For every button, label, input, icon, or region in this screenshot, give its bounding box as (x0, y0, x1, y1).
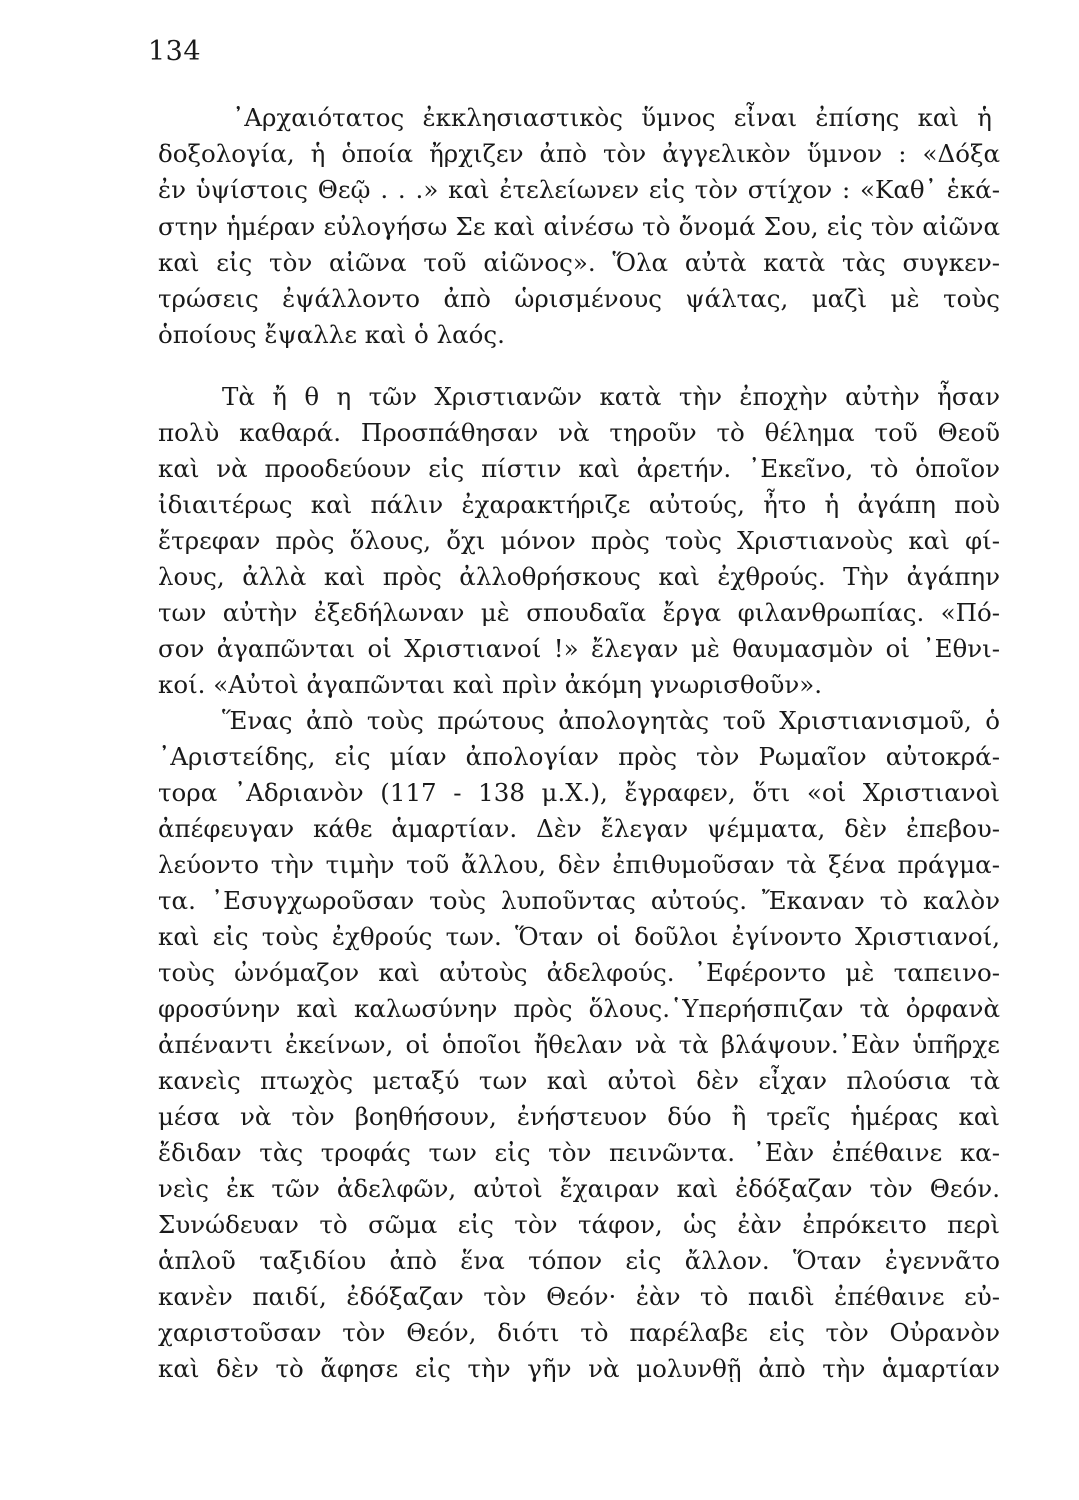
text-line: τορα ᾿Αδριανὸν (117 - 138 μ.Χ.), ἔγραφεν, ὅτι «οἱ Χριστιανοὶ (158, 778, 1000, 807)
text-line: κανεὶς πτωχὸς μεταξύ των καὶ αὐτοὶ δὲν εἶχαν πλούσια τὰ (158, 1066, 1000, 1095)
text-line: ἀπέναντι ἐκείνων, οἱ ὁποῖοι ἤθελαν νὰ τὰ βλάψουν.᾿Εὰν ὑπῆρχε (158, 1030, 1000, 1059)
page-number: 134 (148, 36, 202, 67)
text-line: τρώσεις ἐψάλλοντο ἀπὸ ὡρισμένους ψάλτας, μαζὶ μὲ τοὺς (158, 284, 1000, 313)
text-line: χαριστοῦσαν τὸν Θεόν, διότι τὸ παρέλαβε εἰς τὸν Οὐρανὸν (158, 1318, 1000, 1347)
text-line: ἔδιδαν τὰς τροφάς των εἰς τὸν πεινῶντα. ᾿Εὰν ἐπέθαινε κα- (158, 1138, 1000, 1167)
text-line: Συνώδευαν τὸ σῶμα εἰς τὸν τάφον, ὡς ἐὰν ἐπρόκειτο περὶ (158, 1210, 1000, 1239)
text-line: καὶ εἰς τὸν αἰῶνα τοῦ αἰῶνος». Ὅλα αὐτὰ κατὰ τὰς συγκεν- (158, 248, 1000, 277)
text-line: ἰδιαιτέρως καὶ πάλιν ἐχαρακτήριζε αὐτούς, ἦτο ἡ ἀγάπη ποὺ (158, 490, 1000, 519)
text-line: δοξολογία, ἡ ὁποία ἤρχιζεν ἀπὸ τὸν ἀγγελικὸν ὕμνον : «Δόξα (158, 139, 1000, 168)
text-line: τα. ᾿Εσυγχωροῦσαν τοὺς λυποῦντας αὐτούς. Ἔκαναν τὸ καλὸν (158, 886, 1000, 915)
text-line: καὶ εἰς τοὺς ἐχθρούς των. Ὅταν οἱ δοῦλοι ἐγίνοντο Χριστιανοί, (158, 922, 1000, 951)
text-line: τοὺς ὠνόμαζον καὶ αὐτοὺς ἀδελφούς. ᾿Εφέροντο μὲ ταπεινο- (158, 958, 1000, 987)
text-line: πολὺ καθαρά. Προσπάθησαν νὰ τηροῦν τὸ θέλημα τοῦ Θεοῦ (158, 418, 1000, 447)
text-line: κανὲν παιδί, ἐδόξαζαν τὸν Θεόν· ἐὰν τὸ παιδὶ ἐπέθαινε εὐ- (158, 1282, 1000, 1311)
text-line: μέσα νὰ τὸν βοηθήσουν, ἐνήστευον δύο ἢ τρεῖς ἡμέρας καὶ (158, 1102, 1000, 1131)
text-line: ἁπλοῦ ταξιδίου ἀπὸ ἕνα τόπον εἰς ἄλλον. Ὅταν ἐγεννᾶτο (158, 1246, 1000, 1275)
text-line: Ἕνας ἀπὸ τοὺς πρώτους ἀπολογητὰς τοῦ Χριστιανισμοῦ, ὁ (222, 706, 1000, 735)
text-line: λεύοντο τὴν τιμὴν τοῦ ἄλλου, δὲν ἐπιθυμοῦσαν τὰ ξένα πράγμα- (158, 850, 1000, 879)
text-line: λους, ἀλλὰ καὶ πρὸς ἀλλοθρήσκους καὶ ἐχθρούς. Τὴν ἀγάπην (158, 562, 1000, 591)
text-line: ἐν ὑψίστοις Θεῷ . . .» καὶ ἐτελείωνεν εἰς τὸν στίχον : «Καθ᾿ ἑκά- (158, 175, 1000, 204)
text-line: κοί. «Αὐτοὶ ἀγαπῶνται καὶ πρὶν ἀκόμη γνωρισθοῦν». (158, 670, 823, 699)
text-line: ἔτρεφαν πρὸς ὅλους, ὄχι μόνον πρὸς τοὺς Χριστιανοὺς καὶ φί- (158, 526, 1000, 555)
text-line: ὁποίους ἔψαλλε καὶ ὁ λαός. (158, 320, 505, 349)
text-line: ᾿Αριστείδης, εἰς μίαν ἀπολογίαν πρὸς τὸν Ρωμαῖον αὐτοκρά- (158, 742, 1000, 771)
text-line: νεὶς ἐκ τῶν ἀδελφῶν, αὐτοὶ ἔχαιραν καὶ ἐδόξαζαν τὸν Θεόν. (158, 1174, 1000, 1203)
text-line: ᾿Αρχαιότατος ἐκκλησιαστικὸς ὕμνος εἶναι ἐπίσης καὶ ἡ (232, 103, 992, 132)
text-line: Τὰ ἤ θ η τῶν Χριστιανῶν κατὰ τὴν ἐποχὴν αὐτὴν ἦσαν (222, 382, 1000, 411)
text-line: καὶ δὲν τὸ ἄφησε εἰς τὴν γῆν νὰ μολυνθῇ ἀπὸ τὴν ἁμαρτίαν (158, 1354, 1000, 1383)
text-line: ἀπέφευγαν κάθε ἁμαρτίαν. Δὲν ἔλεγαν ψέμματα, δὲν ἐπεβου- (158, 814, 1000, 843)
text-line: σον ἀγαπῶνται οἱ Χριστιανοί !» ἔλεγαν μὲ θαυμασμὸν οἱ ᾿Εθνι- (158, 634, 1000, 663)
text-line: φροσύνην καὶ καλωσύνην πρὸς ὅλους.῾Υπερήσπιζαν τὰ ὀρφανὰ (158, 994, 1000, 1023)
text-line: καὶ νὰ προοδεύουν εἰς πίστιν καὶ ἀρετήν. ᾿Εκεῖνο, τὸ ὁποῖον (158, 454, 1000, 483)
text-line: των αὐτὴν ἐξεδήλωναν μὲ σπουδαῖα ἔργα φιλανθρωπίας. «Πό- (158, 598, 1000, 627)
text-line: στην ἡμέραν εὐλογήσω Σε καὶ αἰνέσω τὸ ὄνομά Σου, εἰς τὸν αἰῶνα (158, 212, 1000, 241)
